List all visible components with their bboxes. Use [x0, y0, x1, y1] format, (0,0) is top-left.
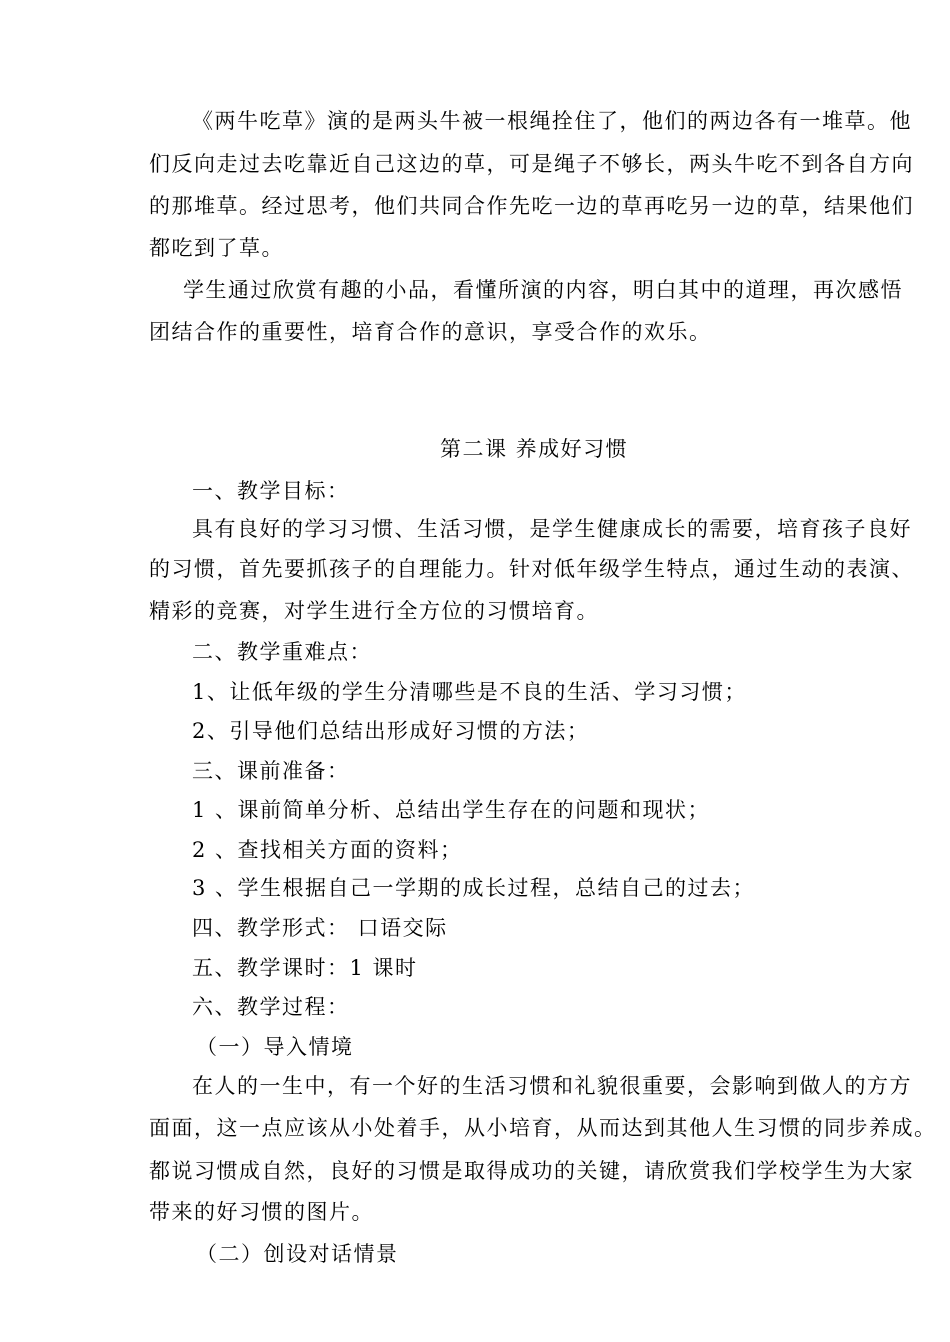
- section-heading: 一、教学目标：: [192, 479, 350, 503]
- paragraph-line: 团结合作的重要性，培育合作的意识，享受合作的欢乐。: [149, 320, 712, 344]
- section-heading: 五、教学课时：1 课时: [192, 956, 418, 980]
- paragraph-line: 们反向走过去吃靠近自己这边的草，可是绳子不够长，两头牛吃不到各自方向: [149, 152, 914, 176]
- paragraph-line: 带来的好习惯的图片。: [149, 1200, 374, 1224]
- subsection-heading: （一）导入情境: [196, 1035, 354, 1059]
- paragraph-line: 都说习惯成自然，良好的习惯是取得成功的关键，请欣赏我们学校学生为大家: [149, 1159, 914, 1183]
- paragraph-line: 的那堆草。经过思考，他们共同合作先吃一边的草再吃另一边的草，结果他们: [149, 194, 914, 218]
- lesson-title: 第二课 养成好习惯: [440, 437, 629, 461]
- list-item: 1、让低年级的学生分清哪些是不良的生活、学习习惯；: [192, 680, 747, 704]
- paragraph-line: 在人的一生中，有一个好的生活习惯和礼貌很重要，会影响到做人的方方: [192, 1074, 912, 1098]
- list-item: 3 、学生根据自己一学期的成长过程，总结自己的过去；: [192, 876, 756, 900]
- paragraph-line: 学生通过欣赏有趣的小品，看懂所演的内容，明白其中的道理，再次感悟: [183, 278, 903, 302]
- list-item: 1 、课前简单分析、总结出学生存在的问题和现状；: [192, 798, 711, 822]
- paragraph-line: 面面，这一点应该从小处着手，从小培育，从而达到其他人生习惯的同步养成。: [149, 1116, 937, 1140]
- list-item: 2 、查找相关方面的资料；: [192, 838, 463, 862]
- section-heading: 六、教学过程：: [192, 995, 350, 1019]
- list-item: 2、引导他们总结出形成好习惯的方法；: [192, 719, 590, 743]
- paragraph-line: 《两牛吃草》演的是两头牛被一根绳拴住了，他们的两边各有一堆草。他: [192, 109, 912, 133]
- paragraph-line: 具有良好的学习习惯、生活习惯，是学生健康成长的需要，培育孩子良好: [192, 517, 912, 541]
- paragraph-line: 精彩的竞赛，对学生进行全方位的习惯培育。: [149, 599, 599, 623]
- section-heading: 四、教学形式： 口语交际: [192, 916, 448, 940]
- subsection-heading: （二）创设对话情景: [196, 1242, 399, 1266]
- paragraph-line: 的习惯，首先要抓孩子的自理能力。针对低年级学生特点，通过生动的表演、: [149, 557, 914, 581]
- paragraph-line: 都吃到了草。: [149, 236, 284, 260]
- section-heading: 三、课前准备：: [192, 759, 350, 783]
- section-heading: 二、教学重难点：: [192, 640, 372, 664]
